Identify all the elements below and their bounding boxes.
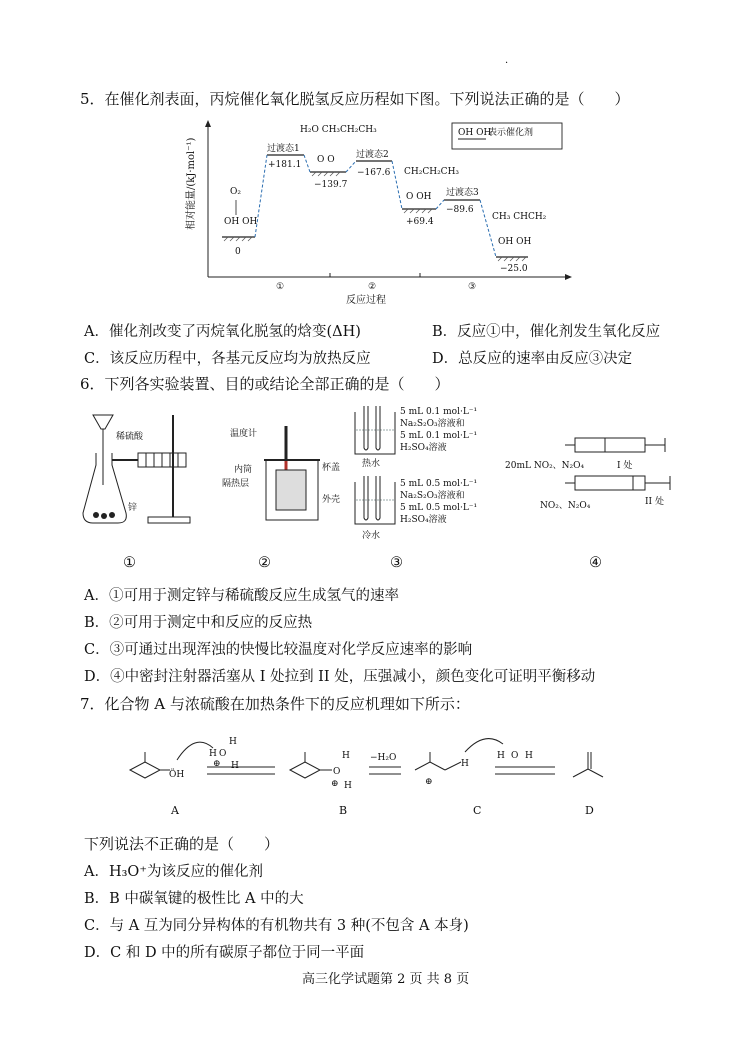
- gas2-label: NO₂、N₂O₄: [540, 501, 591, 511]
- inner-label: 内筒: [234, 465, 253, 475]
- q5-option-d: D．总反应的速率由反应③决定: [432, 351, 633, 367]
- svg-text:H: H: [497, 751, 505, 761]
- species-top-0: O₂: [230, 187, 241, 197]
- species-0: OH OH: [224, 217, 258, 227]
- ts1-label: 过渡态1: [267, 144, 300, 154]
- ts3-label: 过渡态3: [446, 188, 479, 198]
- svg-text:H₂SO₄溶液: H₂SO₄溶液: [400, 515, 447, 525]
- q7-option-a: A．H₃O⁺为该反应的催化剂: [84, 864, 263, 880]
- species-6: OH OH: [498, 237, 532, 247]
- page-footer: 高三化学试题第 2 页 共 8 页: [302, 972, 470, 987]
- species-top-6: CH₃ CHCH₂: [492, 212, 547, 222]
- metal-label: 锌: [128, 503, 138, 513]
- question-6-stem: 6．下列各实验装置、目的或结论全部正确的是（ ）: [80, 375, 450, 393]
- q7-option-d: D．C 和 D 中的所有碳原子都位于同一平面: [84, 945, 365, 961]
- page-dot: ·: [505, 58, 509, 69]
- x-axis-label: 反应过程: [346, 295, 386, 306]
- species-2: O O: [317, 155, 335, 165]
- step-2: ②: [368, 282, 377, 292]
- apparatus-2-num: ②: [258, 555, 271, 571]
- apparatus-2: [222, 420, 352, 530]
- hot-water-label: 热水: [362, 459, 381, 469]
- energy-profile-figure: [180, 115, 580, 310]
- label-c: C: [473, 804, 482, 817]
- position-1-label: I 处: [617, 461, 633, 471]
- species-top-4: CH₂CH₂CH₃: [404, 167, 460, 177]
- thermometer-label: 温度计: [230, 429, 258, 439]
- svg-text:H: H: [344, 781, 352, 791]
- svg-text:O: O: [511, 751, 519, 761]
- q5-option-b: B．反应①中，催化剂发生氧化反应: [432, 324, 661, 340]
- q5-option-a: A．催化剂改变了丙烷氧化脱氢的焓变(ΔH): [84, 324, 361, 340]
- q6-option-d: D．④中密封注射器活塞从 I 处拉到 II 处，压强减小，颜色变化可证明平衡移动: [84, 669, 596, 685]
- energy-ts2: −167.6: [357, 168, 391, 178]
- label-a: A: [171, 804, 179, 817]
- svg-text:−H₂O: −H₂O: [370, 753, 397, 763]
- q6-option-b: B．②可用于测定中和反应的反应热: [84, 615, 313, 631]
- svg-text:H: H: [231, 761, 239, 771]
- shell-label: 外壳: [322, 495, 341, 505]
- question-7-sub: 下列说法不正确的是（ ）: [84, 835, 280, 853]
- svg-text:Na₂S₂O₃溶液和: Na₂S₂O₃溶液和: [400, 491, 465, 501]
- step-3: ③: [468, 282, 477, 292]
- step-1: ①: [276, 282, 285, 292]
- svg-text:H: H: [209, 749, 217, 759]
- reaction-mechanism: [125, 722, 630, 822]
- apparatus-3-num: ③: [390, 555, 403, 571]
- legend-species: OH OH: [458, 128, 492, 138]
- svg-text:O: O: [333, 767, 341, 777]
- label-b: B: [339, 804, 348, 817]
- insulation-label: 隔热层: [222, 479, 250, 489]
- svg-text:⊕: ⊕: [213, 759, 221, 769]
- energy-2: −139.7: [314, 180, 348, 190]
- svg-text:⊕: ⊕: [331, 779, 339, 789]
- apparatus-1-num: ①: [123, 555, 136, 571]
- energy-4: +69.4: [406, 217, 434, 227]
- apparatus-3: [350, 402, 510, 552]
- svg-text:H: H: [229, 737, 237, 747]
- svg-text:ÖH: ÖH: [169, 770, 185, 780]
- svg-text:H: H: [461, 759, 469, 769]
- lid-label: 杯盖: [322, 463, 341, 473]
- q5-option-c: C．该反应历程中，各基元反应均为放热反应: [84, 351, 371, 367]
- species-4: O OH: [406, 192, 432, 202]
- svg-text:H: H: [342, 751, 350, 761]
- svg-text:Na₂S₂O₃溶液和: Na₂S₂O₃溶液和: [400, 419, 465, 429]
- apparatus-4-num: ④: [589, 555, 602, 571]
- svg-text:⊕: ⊕: [425, 777, 433, 787]
- svg-text:H₂SO₄溶液: H₂SO₄溶液: [400, 443, 447, 453]
- ts2-label: 过渡态2: [356, 150, 389, 160]
- legend-text: 表示催化剂: [488, 128, 534, 138]
- gas1-label: 20mL NO₂、N₂O₄: [505, 461, 585, 471]
- energy-6: −25.0: [500, 264, 528, 274]
- cold-water-label: 冷水: [362, 531, 381, 541]
- energy-ts1: +181.1: [268, 160, 302, 170]
- svg-text:5 mL 0.1 mol·L⁻¹: 5 mL 0.1 mol·L⁻¹: [400, 407, 478, 417]
- svg-text:5 mL 0.5 mol·L⁻¹: 5 mL 0.5 mol·L⁻¹: [400, 503, 478, 513]
- svg-text:O: O: [219, 749, 227, 759]
- question-5-stem: 5．在催化剂表面，丙烷催化氧化脱氢反应历程如下图。下列说法正确的是（ ）: [80, 90, 630, 108]
- q7-option-c: C．与 A 互为同分异构体的有机物共有 3 种(不包含 A 本身): [84, 918, 469, 934]
- energy-0: 0: [235, 247, 241, 257]
- q6-option-c: C．③可通过出现浑浊的快慢比较温度对化学反应速率的影响: [84, 642, 473, 658]
- y-axis-arrow: [205, 120, 211, 127]
- q6-option-a: A．①可用于测定锌与稀硫酸反应生成氢气的速率: [84, 588, 399, 604]
- y-axis-label: 相对能量/(kJ·mol⁻¹): [186, 137, 197, 230]
- svg-text:H: H: [525, 751, 533, 761]
- energy-ts3: −89.6: [446, 205, 474, 215]
- species-top-2: H₂O CH₃CH₂CH₃: [300, 125, 377, 135]
- question-7-stem: 7．化合物 A 与浓硫酸在加热条件下的反应机理如下所示：: [80, 695, 470, 713]
- position-2-label: II 处: [645, 497, 664, 507]
- svg-text:5 mL 0.5 mol·L⁻¹: 5 mL 0.5 mol·L⁻¹: [400, 479, 478, 489]
- label-d: D: [585, 804, 594, 817]
- svg-text:5 mL 0.1 mol·L⁻¹: 5 mL 0.1 mol·L⁻¹: [400, 431, 478, 441]
- acid-label: 稀硫酸: [116, 432, 144, 442]
- x-axis-arrow: [565, 274, 572, 280]
- apparatus-1: [78, 405, 198, 535]
- q7-option-b: B．B 中碳氧键的极性比 A 中的大: [84, 891, 304, 907]
- apparatus-4: [505, 428, 675, 518]
